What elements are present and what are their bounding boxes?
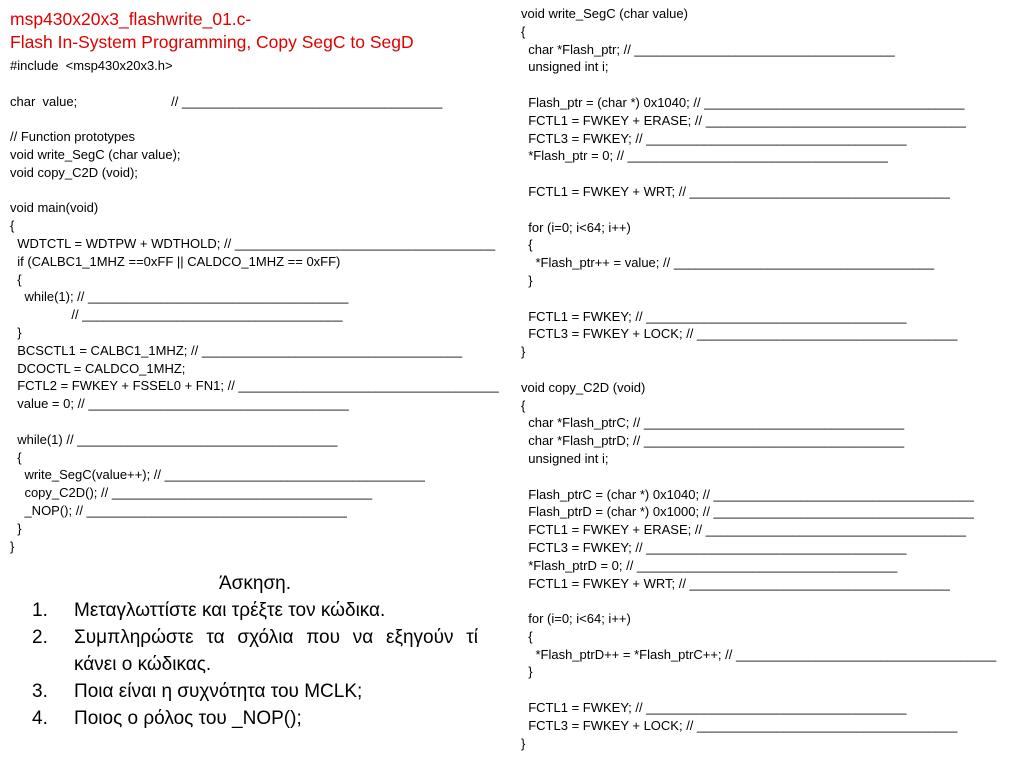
code-line: char *Flash_ptrD; // ____________________________________ xyxy=(521,433,905,449)
code-line: if (CALBC1_1MHZ ==0xFF || CALDCO_1MHZ == 0xFF) xyxy=(10,253,341,269)
code-line xyxy=(10,182,499,200)
code-line: write_SegC(value++); // ____________________________________ xyxy=(10,467,425,483)
code-line: *Flash_ptr++ = value; // ____________________________________ xyxy=(521,255,935,271)
exercise-item-text: Συμπληρώστε τα σχόλια που να εξηγούν τί κάνει ο κώδικας. xyxy=(74,627,478,675)
code-line: FCTL1 = FWKEY + ERASE; // ____________________________________ xyxy=(521,112,966,128)
code-line: { xyxy=(10,449,22,465)
code-line xyxy=(10,75,499,93)
code-line: *Flash_ptrD++ = *Flash_ptrC++; // ____________________________________ xyxy=(521,646,997,662)
code-line: void copy_C2D (void); xyxy=(10,164,138,180)
code-line: Flash_ptrD = (char *) 0x1000; // ____________________________________ xyxy=(521,504,974,520)
code-line: unsigned int i; xyxy=(521,59,609,75)
code-line: void write_SegC (char value) xyxy=(521,6,688,21)
code-line: while(1) // ____________________________________ xyxy=(10,431,338,447)
title-description: Flash In-System Programming, Copy SegC to SegD xyxy=(10,32,414,52)
code-line: unsigned int i; xyxy=(521,450,609,466)
exercise-block xyxy=(32,570,478,732)
document-title xyxy=(10,8,414,54)
code-line xyxy=(521,76,996,94)
exercise-item-number: 4. xyxy=(32,708,48,729)
code-line: void copy_C2D (void) xyxy=(521,379,646,395)
code-line: { xyxy=(521,628,533,644)
code-line: value = 0; // ____________________________________ xyxy=(10,396,349,412)
code-line: for (i=0; i<64; i++) xyxy=(521,219,631,235)
code-line: for (i=0; i<64; i++) xyxy=(521,611,631,627)
code-line: FCTL1 = FWKEY + WRT; // ____________________________________ xyxy=(521,575,950,591)
exercise-item xyxy=(32,705,478,732)
code-line: FCTL1 = FWKEY + ERASE; // ____________________________________ xyxy=(521,522,966,538)
code-line: } xyxy=(10,538,15,554)
code-line: } xyxy=(10,520,22,536)
exercise-item-number: 3. xyxy=(32,681,48,702)
code-line: char *Flash_ptrC; // ____________________________________ xyxy=(521,415,905,431)
code-line: char *Flash_ptr; // ____________________________________ xyxy=(521,41,895,57)
code-line: FCTL3 = FWKEY + LOCK; // ____________________________________ xyxy=(521,326,958,342)
code-line xyxy=(521,681,996,699)
code-line: // Function prototypes xyxy=(10,129,136,145)
code-line: FCTL1 = FWKEY + WRT; // ____________________________________ xyxy=(521,183,950,199)
code-line: copy_C2D(); // ____________________________________ xyxy=(10,485,373,501)
code-line: } xyxy=(521,664,533,680)
code-line: while(1); // ____________________________________ xyxy=(10,289,349,305)
code-line: DCOCTL = CALDCO_1MHZ; xyxy=(10,360,186,376)
exercise-item-text: Ποιος ο ρόλος του _NOP(); xyxy=(74,708,302,729)
code-line: { xyxy=(10,271,22,287)
code-line xyxy=(521,592,996,610)
code-line: { xyxy=(521,237,533,253)
exercise-list xyxy=(32,597,478,732)
code-line: char value; // ____________________________________ xyxy=(10,93,443,109)
exercise-item-text: Ποια είναι η συχνότητα του MCLK; xyxy=(74,681,363,702)
code-line: } xyxy=(521,272,533,288)
exercise-item xyxy=(32,678,478,705)
code-line: *Flash_ptr = 0; // ____________________________________ xyxy=(521,148,888,164)
code-line xyxy=(10,413,499,431)
code-listing-main xyxy=(10,57,499,555)
code-line: WDTCTL = WDTPW + WDTHOLD; // ____________________________________ xyxy=(10,235,496,251)
exercise-item-number: 1. xyxy=(32,600,48,621)
code-line: void write_SegC (char value); xyxy=(10,146,181,162)
code-line: FCTL3 = FWKEY + LOCK; // ____________________________________ xyxy=(521,717,958,733)
exercise-item xyxy=(32,597,478,624)
exercise-item-text: Μεταγλωττίστε και τρέξτε τον κώδικα. xyxy=(74,600,386,621)
code-line: void main(void) xyxy=(10,200,99,216)
code-listing-functions xyxy=(521,5,996,752)
code-line xyxy=(10,110,499,128)
code-line: } xyxy=(521,735,526,751)
exercise-item-number: 2. xyxy=(32,627,48,648)
code-line: FCTL1 = FWKEY; // ____________________________________ xyxy=(521,700,907,716)
code-line: FCTL1 = FWKEY; // ____________________________________ xyxy=(521,308,907,324)
code-line: { xyxy=(10,218,15,234)
code-line: Flash_ptr = (char *) 0x1040; // ____________________________________ xyxy=(521,94,965,110)
code-line: FCTL3 = FWKEY; // ____________________________________ xyxy=(521,539,907,555)
code-line: _NOP(); // ____________________________________ xyxy=(10,502,347,518)
code-line: { xyxy=(521,23,526,39)
code-line xyxy=(521,201,996,219)
exercise-heading: Άσκηση. xyxy=(218,573,292,594)
code-line xyxy=(521,361,996,379)
code-line: FCTL3 = FWKEY; // ____________________________________ xyxy=(521,130,907,146)
code-line: BCSCTL1 = CALBC1_1MHZ; // ____________________________________ xyxy=(10,342,463,358)
code-line: { xyxy=(521,397,526,413)
code-line xyxy=(521,468,996,486)
code-line: #include <msp430x20x3.h> xyxy=(10,58,173,73)
code-line: } xyxy=(10,324,22,340)
code-line xyxy=(521,290,996,308)
code-line: Flash_ptrC = (char *) 0x1040; // ____________________________________ xyxy=(521,486,974,502)
code-line: FCTL2 = FWKEY + FSSEL0 + FN1; // ____________________________________ xyxy=(10,378,499,394)
code-line: } xyxy=(521,344,526,360)
title-filename: msp430x20x3_flashwrite_01.c- xyxy=(10,9,252,29)
code-line: // ____________________________________ xyxy=(10,307,343,323)
code-line xyxy=(521,165,996,183)
code-line: *Flash_ptrD = 0; // ____________________________________ xyxy=(521,557,898,573)
exercise-item xyxy=(32,624,478,678)
